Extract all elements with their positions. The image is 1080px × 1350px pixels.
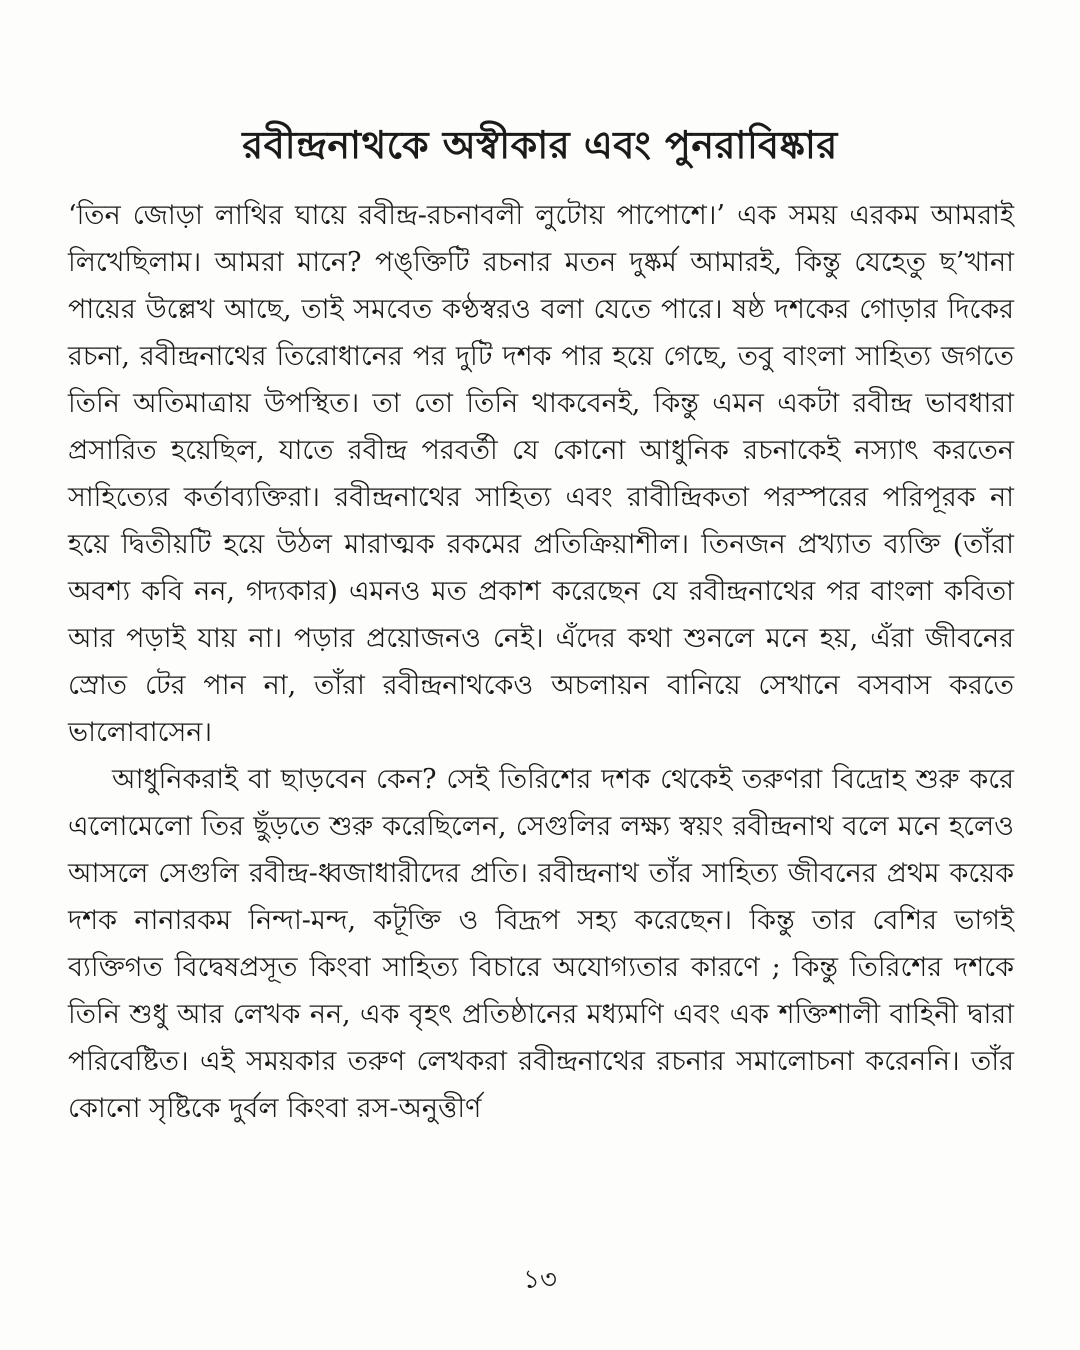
chapter-title: রবীন্দ্রনাথকে অস্বীকার এবং পুনরাবিষ্কার [242, 122, 838, 168]
page-number: ১৩ [523, 1265, 557, 1295]
paragraph-2: আধুনিকরাই বা ছাড়বেন কেন? সেই তিরিশের দশক থেকেই তরুণরা বিদ্রোহ শুরু করে এলোমেলো তির ছুঁড়তে শুরু করেছিলেন, সেগুলির লক্ষ্য স্বয়ং রবীন্দ্রনাথ বলে মনে হলেও আসলে সেগুলি রবীন্দ্র-ধ্বজাধারীদের প্রতি। রবীন্দ্রনাথ তাঁর সাহিত্য জীবনের প্রথম কয়েক দশক নানারকম নিন্দা-মন্দ, কটূক্তি ও বিদ্রূপ সহ্য করেছেন। কিন্তু তার বেশির ভাগই ব্যক্তিগত বিদ্বেষপ্রসূত কিংবা সাহিত্য বিচারে অযোগ্যতার কারণে ; কিন্তু তিরিশের দশকে তিনি শুধু আর লেখক নন, এক বৃহৎ প্রতিষ্ঠানের মধ্যমণি এবং এক শক্তিশালী বাহিনী দ্বারা পরিবেষ্টিত। এই সময়কার তরুণ লেখকরা রবীন্দ্রনাথের রচনার সমালোচনা করেননি। তাঁর কোনো সৃষ্টিকে দুর্বল কিংবা রস-অনুত্তীর্ণ [68, 764, 1014, 1124]
paragraph-1: ‘তিন জোড়া লাথির ঘায়ে রবীন্দ্র-রচনাবলী লুটোয় পাপোশে।’ এক সময় এরকম আমরাই লিখেছিলাম। আমরা মানে? পঙ্‌ক্তিটি রচনার মতন দুষ্কর্ম আমারই, কিন্তু যেহেতু ছ’খানা পায়ের উল্লেখ আছে, তাই সমবেত কণ্ঠস্বরও বলা যেতে পারে। ষষ্ঠ দশকের গোড়ার দিকের রচনা, রবীন্দ্রনাথের তিরোধানের পর দুটি দশক পার হয়ে গেছে, তবু বাংলা সাহিত্য জগতে তিনি অতিমাত্রায় উপস্থিত। তা তো তিনি থাকবেনই, কিন্তু এমন একটা রবীন্দ্র ভাবধারা প্রসারিত হয়েছিল, যাতে রবীন্দ্র পরবর্তী যে কোনো আধুনিক রচনাকেই নস্যাৎ করতেন সাহিত্যের কর্তাব্যক্তিরা। রবীন্দ্রনাথের সাহিত্য এবং রাবীন্দ্রিকতা পরস্পরের পরিপূরক না হয়ে দ্বিতীয়টি হয়ে উঠল মারাত্মক রকমের প্রতিক্রিয়াশীল। তিনজন প্রখ্যাত ব্যক্তি (তাঁরা অবশ্য কবি নন, গদ্যকার) এমনও মত প্রকাশ করেছেন যে রবীন্দ্রনাথের পর বাংলা কবিতা আর পড়াই যায় না। পড়ার প্রয়োজনও নেই। এঁদের কথা শুনলে মনে হয়, এঁরা জীবনের স্রোত টের পান না, তাঁরা রবীন্দ্রনাথকেও অচলায়ন বানিয়ে সেখানে বসবাস করতে ভালোবাসেন। [68, 200, 1014, 748]
body-text [68, 192, 1014, 1132]
